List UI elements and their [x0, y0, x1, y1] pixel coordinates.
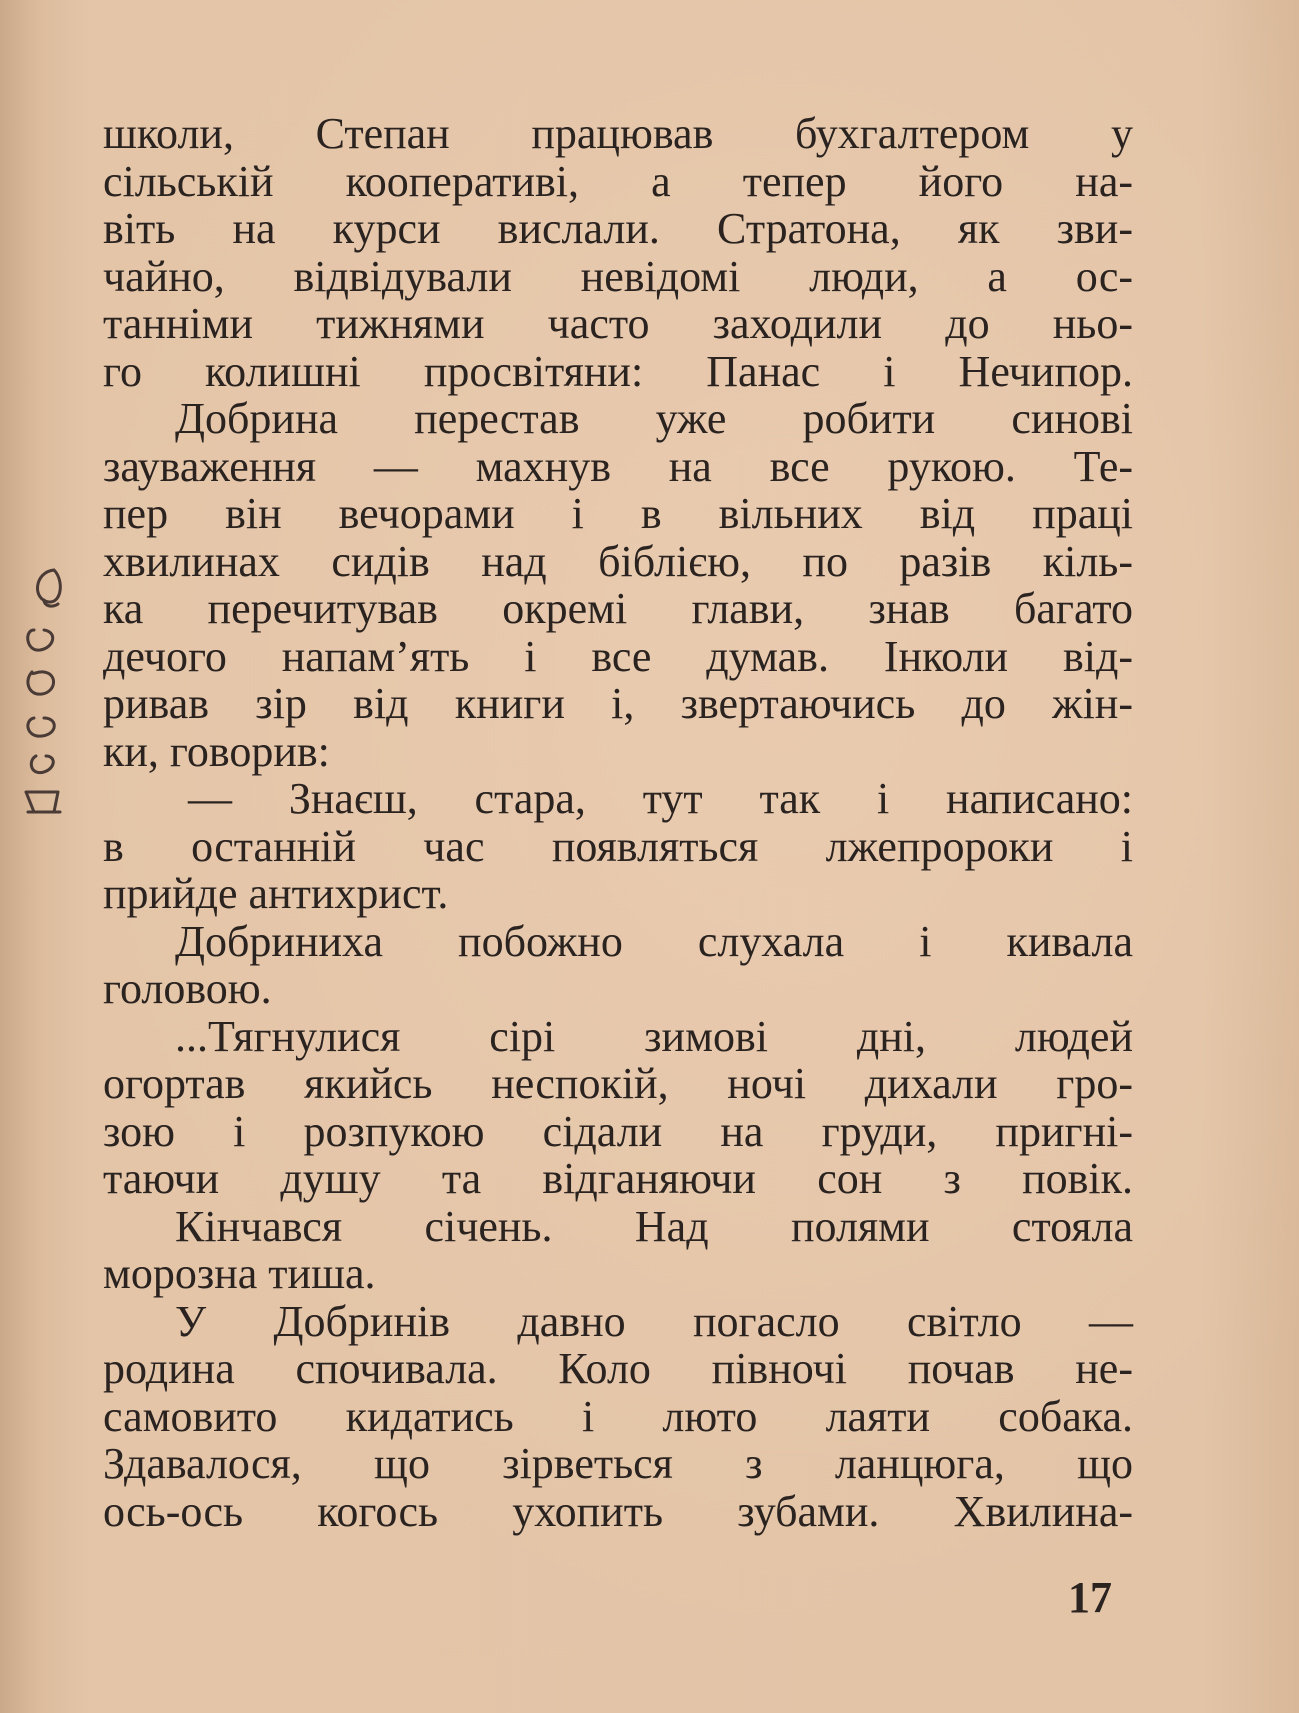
text-line: — Знаєш, стара, тут так і написано:	[188, 774, 1133, 823]
handwritten-shelf-mark	[14, 560, 74, 820]
text-line: ривав зір від книги і, звертаючись до жін-	[103, 679, 1133, 728]
text-line: самовито кидатись і люто лаяти собака.	[103, 1391, 1133, 1441]
text-line: чайно, відвідували невідомі люди, а ос-	[103, 251, 1133, 301]
text-line: зою і розпукою сідали на груди, пригні-	[103, 1106, 1133, 1156]
text-line: родина спочивала. Коло півночі почав не-	[103, 1344, 1133, 1393]
text-line: Добрина перестав уже робити синові	[175, 394, 1133, 443]
text-line: дечого напам’ять і все думав. Інколи від-	[103, 631, 1133, 681]
text-line: У Добринів давно погасло світло —	[175, 1296, 1133, 1346]
text-line: головою.	[103, 964, 272, 1013]
body-text	[103, 110, 1133, 1535]
text-line: прийде антихрист.	[103, 869, 449, 918]
text-line: ...Тягнулися сірі зимові дні, людей	[175, 1011, 1133, 1061]
text-line: ка перечитував окремі глави, знав багато	[103, 584, 1133, 633]
text-line: таючи душу та відганяючи сон з повік.	[103, 1154, 1133, 1203]
text-line: хвилинах сидів над біблією, по разів кіль-	[103, 536, 1133, 586]
text-line: Кінчався січень. Над полями стояла	[175, 1201, 1133, 1251]
text-line: школи, Степан працював бухгалтером у	[103, 109, 1133, 158]
text-line: Здавалося, що зірветься з ланцюга, що	[103, 1439, 1133, 1488]
text-line: Добриниха побожно слухала і кивала	[175, 916, 1133, 966]
text-line: віть на курси вислали. Стратона, як зви-	[103, 204, 1133, 253]
text-line: го колишні просвітяни: Панас і Нечипор.	[103, 346, 1133, 396]
text-line: морозна тиша.	[103, 1249, 376, 1298]
text-line: танніми тижнями часто заходили до ньо-	[103, 299, 1133, 348]
text-line: в останній час появляться лжепророки і	[103, 821, 1133, 871]
text-line: огортав якийсь неспокій, ночі дихали гро-	[103, 1059, 1133, 1108]
text-line: ки, говорив:	[103, 726, 330, 776]
text-line: зауваження — махнув на все рукою. Те-	[103, 441, 1133, 491]
text-line: пер він вечорами і в вільних від праці	[103, 489, 1133, 538]
page-number: 17	[1068, 1573, 1112, 1622]
text-line: сільській кооперативі, а тепер його на-	[103, 156, 1133, 206]
text-line: ось-ось когось ухопить зубами. Хвилина-	[103, 1486, 1133, 1536]
